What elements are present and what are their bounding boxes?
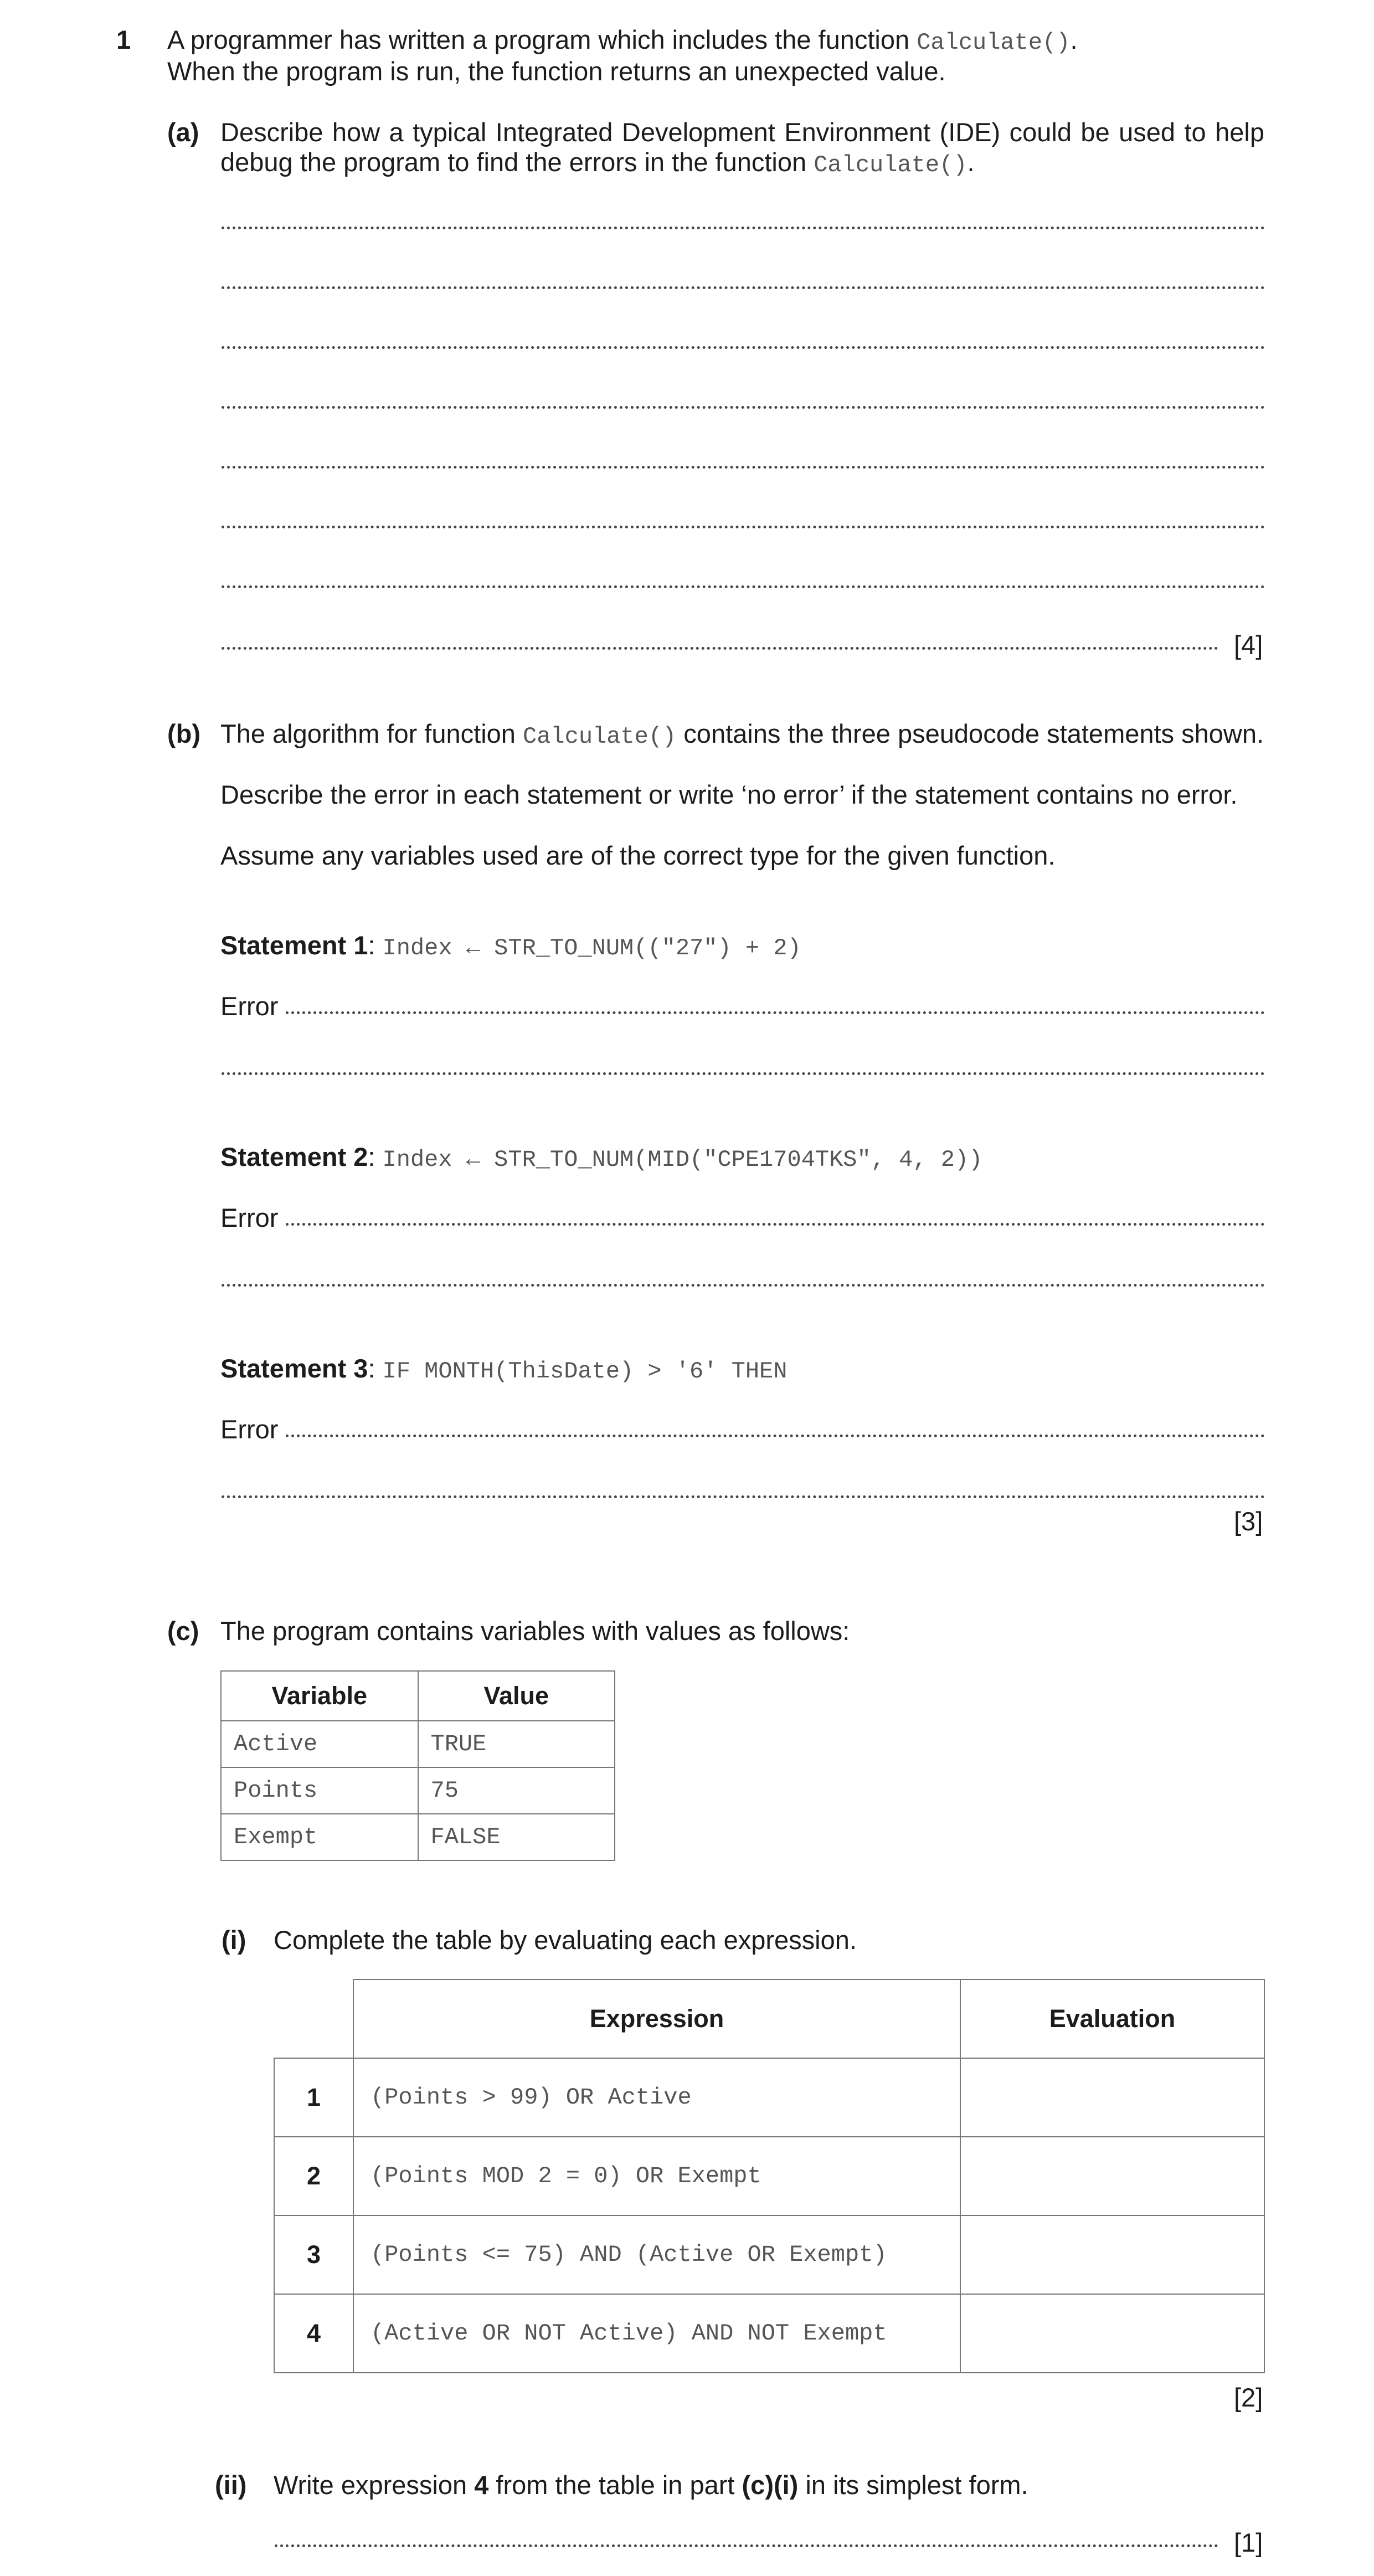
answer-line[interactable]	[286, 1011, 1265, 1014]
part-a-text-line1: Describe how a typical Integrated Development Environment (IDE) could be used to help	[220, 117, 1264, 147]
answer-line[interactable]	[286, 1434, 1265, 1437]
part-c-ii-marks: [1]	[1234, 2528, 1263, 2557]
table-row	[274, 2137, 1264, 2215]
part-c-ii-text: Write expression 4 from the table in part (c)(i) in its simplest form.	[274, 2470, 1028, 2500]
var-value: FALSE	[418, 1814, 615, 1860]
part-a-text-line2: debug the program to find the errors in the function Calculate().	[220, 147, 975, 178]
table-row	[274, 2215, 1264, 2294]
table-row	[274, 2294, 1264, 2373]
expr-number: 1	[274, 2058, 353, 2137]
evaluation-cell[interactable]	[960, 2137, 1264, 2215]
expr-number: 3	[274, 2215, 353, 2294]
expr-header-expression: Expression	[353, 1979, 960, 2058]
table-row	[221, 1721, 615, 1767]
part-c-label: (c)	[167, 1616, 199, 1646]
expr-number: 2	[274, 2137, 353, 2215]
answer-line[interactable]	[286, 1223, 1265, 1226]
expr-text: (Points <= 75) AND (Active OR Exempt)	[353, 2215, 960, 2294]
part-b-label: (b)	[167, 719, 201, 748]
evaluation-cell[interactable]	[960, 2294, 1264, 2373]
expr-number: 4	[274, 2294, 353, 2373]
part-b-line3: Assume any variables used are of the correct type for the given function.	[220, 841, 1056, 870]
part-c-i-text: Complete the table by evaluating each expression.	[274, 1925, 857, 1955]
answer-line[interactable]	[222, 466, 1265, 469]
answer-line[interactable]	[222, 526, 1265, 528]
table-row	[221, 1767, 615, 1814]
answer-line[interactable]	[222, 406, 1265, 409]
part-b-line2: Describe the error in each statement or write ‘no error’ if the statement contains no error.	[220, 780, 1238, 809]
expr-text: (Points > 99) OR Active	[353, 2058, 960, 2137]
answer-line[interactable]	[222, 346, 1265, 349]
expr-text: (Active OR NOT Active) AND NOT Exempt	[353, 2294, 960, 2373]
error-label: Error	[220, 1203, 279, 1232]
answer-line[interactable]	[222, 647, 1218, 650]
var-value: 75	[418, 1767, 615, 1814]
statement-1: Statement 1: Index ← STR_TO_NUM(("27") + 2)	[220, 930, 801, 961]
part-b-marks: [3]	[1234, 1506, 1263, 1536]
answer-line[interactable]	[222, 585, 1265, 588]
var-value: TRUE	[418, 1721, 615, 1767]
answer-line[interactable]	[275, 2544, 1218, 2547]
part-c-i-label: (i)	[222, 1925, 246, 1955]
statement-3: Statement 3: IF MONTH(ThisDate) > '6' THEN	[220, 1354, 788, 1385]
answer-line[interactable]	[222, 1284, 1265, 1287]
answer-line[interactable]	[222, 1495, 1265, 1498]
answer-line[interactable]	[222, 1072, 1265, 1075]
question-number: 1	[116, 25, 131, 54]
var-name: Active	[221, 1721, 418, 1767]
table-row	[221, 1814, 615, 1860]
part-a-label: (a)	[167, 117, 199, 147]
variable-table	[220, 1670, 615, 1861]
evaluation-cell[interactable]	[960, 2058, 1264, 2137]
answer-line[interactable]	[222, 286, 1265, 289]
question-intro-line1: A programmer has written a program which includes the function Calculate().	[167, 25, 1078, 56]
var-name: Exempt	[221, 1814, 418, 1860]
error-label: Error	[220, 1415, 279, 1444]
question-intro-line2: When the program is run, the function returns an unexpected value.	[167, 56, 946, 86]
expr-header-evaluation: Evaluation	[960, 1979, 1264, 2058]
expression-table	[274, 1979, 1265, 2373]
expr-text: (Points MOD 2 = 0) OR Exempt	[353, 2137, 960, 2215]
blank-corner-cell	[274, 1979, 353, 2058]
evaluation-cell[interactable]	[960, 2215, 1264, 2294]
statement-2: Statement 2: Index ← STR_TO_NUM(MID("CPE1704TKS", 4, 2))	[220, 1142, 983, 1173]
part-c-i-marks: [2]	[1234, 2383, 1263, 2412]
error-label: Error	[220, 991, 279, 1021]
part-c-text: The program contains variables with values as follows:	[220, 1616, 850, 1646]
var-header-variable: Variable	[221, 1671, 418, 1721]
var-name: Points	[221, 1767, 418, 1814]
table-row	[274, 2058, 1264, 2137]
answer-line[interactable]	[222, 227, 1265, 229]
var-header-value: Value	[418, 1671, 615, 1721]
part-c-ii-label: (ii)	[215, 2470, 247, 2500]
part-b-line1: The algorithm for function Calculate() contains the three pseudocode statements shown.	[220, 719, 1264, 750]
part-a-marks: [4]	[1234, 630, 1263, 660]
